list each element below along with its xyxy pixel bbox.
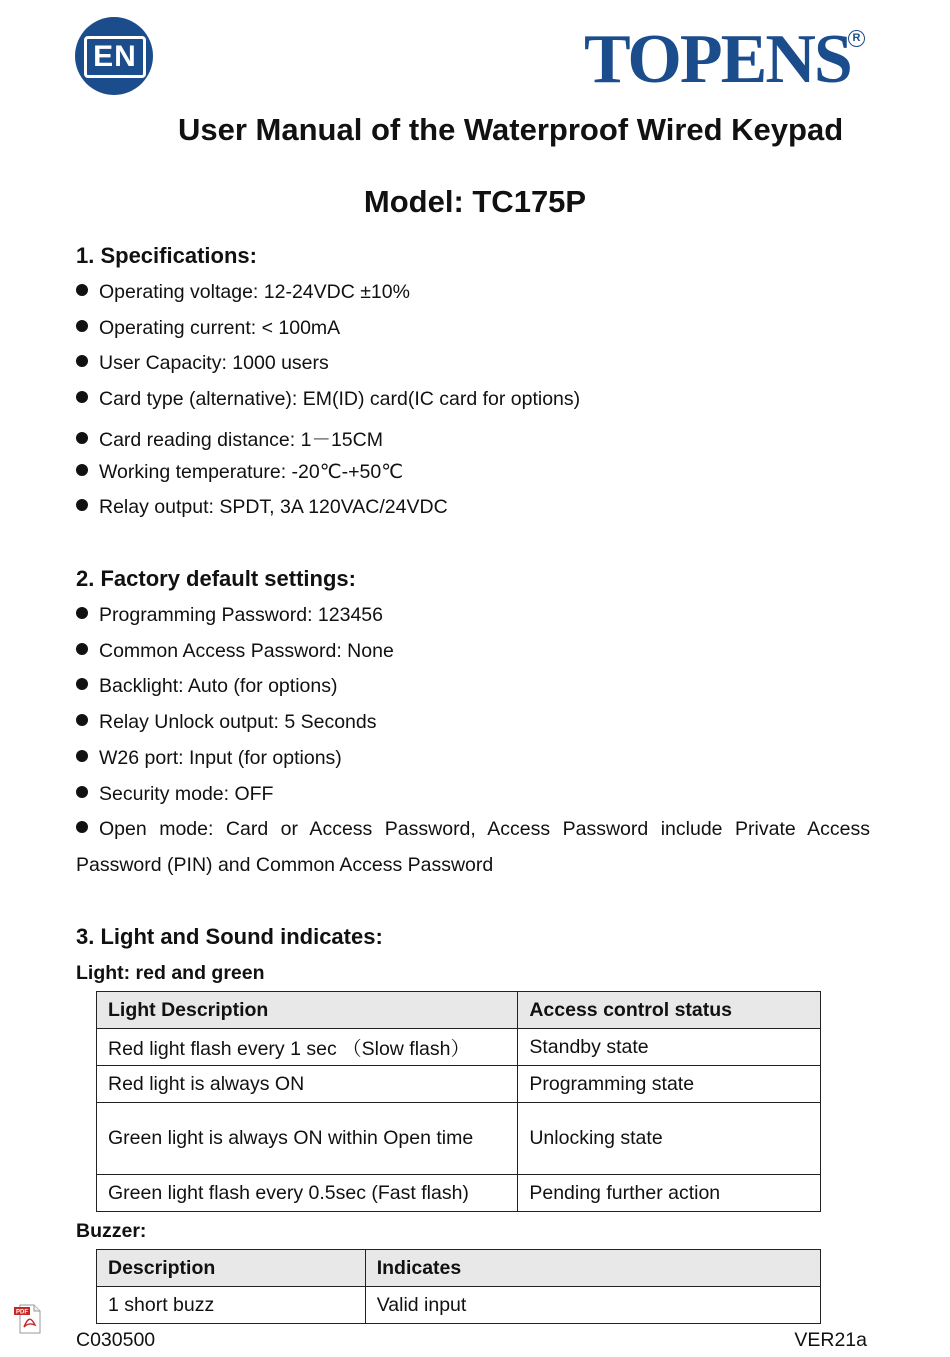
default-item: Programming Password: 123456	[76, 604, 383, 627]
open-mode-item: Open mode: Card or Access Password, Access Password include Private Access Password (PIN) and Common Access Password	[76, 818, 870, 876]
bullet-icon	[76, 643, 88, 655]
column-header: Access control status	[518, 992, 821, 1029]
default-item: Relay Unlock output: 5 Seconds	[76, 711, 377, 734]
en-badge-text: EN	[93, 40, 137, 73]
bullet-icon	[76, 499, 88, 511]
bullet-icon	[76, 714, 88, 726]
column-header: Light Description	[97, 992, 518, 1029]
table-header-row	[97, 1250, 821, 1287]
default-item: Common Access Password: None	[76, 640, 394, 663]
table-cell: Green light is always ON within Open time	[97, 1103, 518, 1175]
spec-item: User Capacity: 1000 users	[76, 352, 329, 375]
table-cell: Red light is always ON	[97, 1066, 518, 1103]
table-row	[97, 1287, 821, 1324]
spec-item: Operating current: < 100mA	[76, 317, 340, 340]
table-cell: Green light flash every 0.5sec (Fast flash)	[97, 1175, 518, 1212]
bullet-icon	[76, 750, 88, 762]
bullet-icon	[76, 320, 88, 332]
table-row	[97, 1103, 821, 1175]
spec-item: Card type (alternative): EM(ID) card(IC card for options)	[76, 388, 580, 411]
table-cell: 1 short buzz	[97, 1287, 366, 1324]
table-row	[97, 1029, 821, 1066]
table-cell: Unlocking state	[518, 1103, 821, 1175]
default-item: W26 port: Input (for options)	[76, 747, 342, 770]
indicates-heading: 3. Light and Sound indicates:	[76, 924, 383, 949]
spec-item: Operating voltage: 12-24VDC ±10%	[76, 281, 410, 304]
version-label: VER21a	[794, 1329, 867, 1351]
language-badge	[75, 17, 153, 95]
model-number: Model: TC175P	[363, 184, 587, 219]
spec-item: Working temperature: -20℃-+50℃	[76, 460, 403, 484]
table-cell: Standby state	[518, 1029, 821, 1066]
defaults-heading: 2. Factory default settings:	[76, 566, 356, 591]
bullet-icon	[76, 432, 88, 444]
bullet-icon	[76, 464, 88, 476]
document-code: C030500	[76, 1329, 156, 1351]
registered-mark: R	[848, 30, 865, 47]
table-cell: Pending further action	[518, 1175, 821, 1212]
spec-item: Card reading distance: 1－15CM	[76, 424, 383, 452]
bullet-icon	[76, 355, 88, 367]
bullet-icon	[76, 821, 88, 833]
bullet-icon	[76, 391, 88, 403]
default-item: Security mode: OFF	[76, 783, 273, 806]
pdf-file-icon[interactable]	[14, 1303, 44, 1335]
default-item: Backlight: Auto (for options)	[76, 675, 337, 698]
table-cell: Valid input	[365, 1287, 820, 1324]
column-header: Indicates	[365, 1250, 820, 1287]
bullet-icon	[76, 786, 88, 798]
buzzer-table	[96, 1249, 821, 1324]
en-badge-frame	[84, 36, 146, 78]
column-header: Description	[97, 1250, 366, 1287]
brand-logo: TOPENS	[584, 21, 851, 98]
table-cell: Red light flash every 1 sec （Slow flash）	[97, 1029, 518, 1066]
svg-text:PDF: PDF	[16, 1309, 28, 1316]
light-table	[96, 991, 821, 1212]
bullet-icon	[76, 678, 88, 690]
table-row	[97, 1175, 821, 1212]
bullet-icon	[76, 607, 88, 619]
table-header-row	[97, 992, 821, 1029]
table-cell: Programming state	[518, 1066, 821, 1103]
bullet-icon	[76, 284, 88, 296]
buzzer-label: Buzzer:	[76, 1220, 147, 1242]
table-row	[97, 1066, 821, 1103]
spec-item: Relay output: SPDT, 3A 120VAC/24VDC	[76, 496, 448, 519]
specs-heading: 1. Specifications:	[76, 243, 257, 268]
light-label: Light: red and green	[76, 962, 265, 984]
document-title: User Manual of the Waterproof Wired Keypad	[178, 112, 844, 147]
